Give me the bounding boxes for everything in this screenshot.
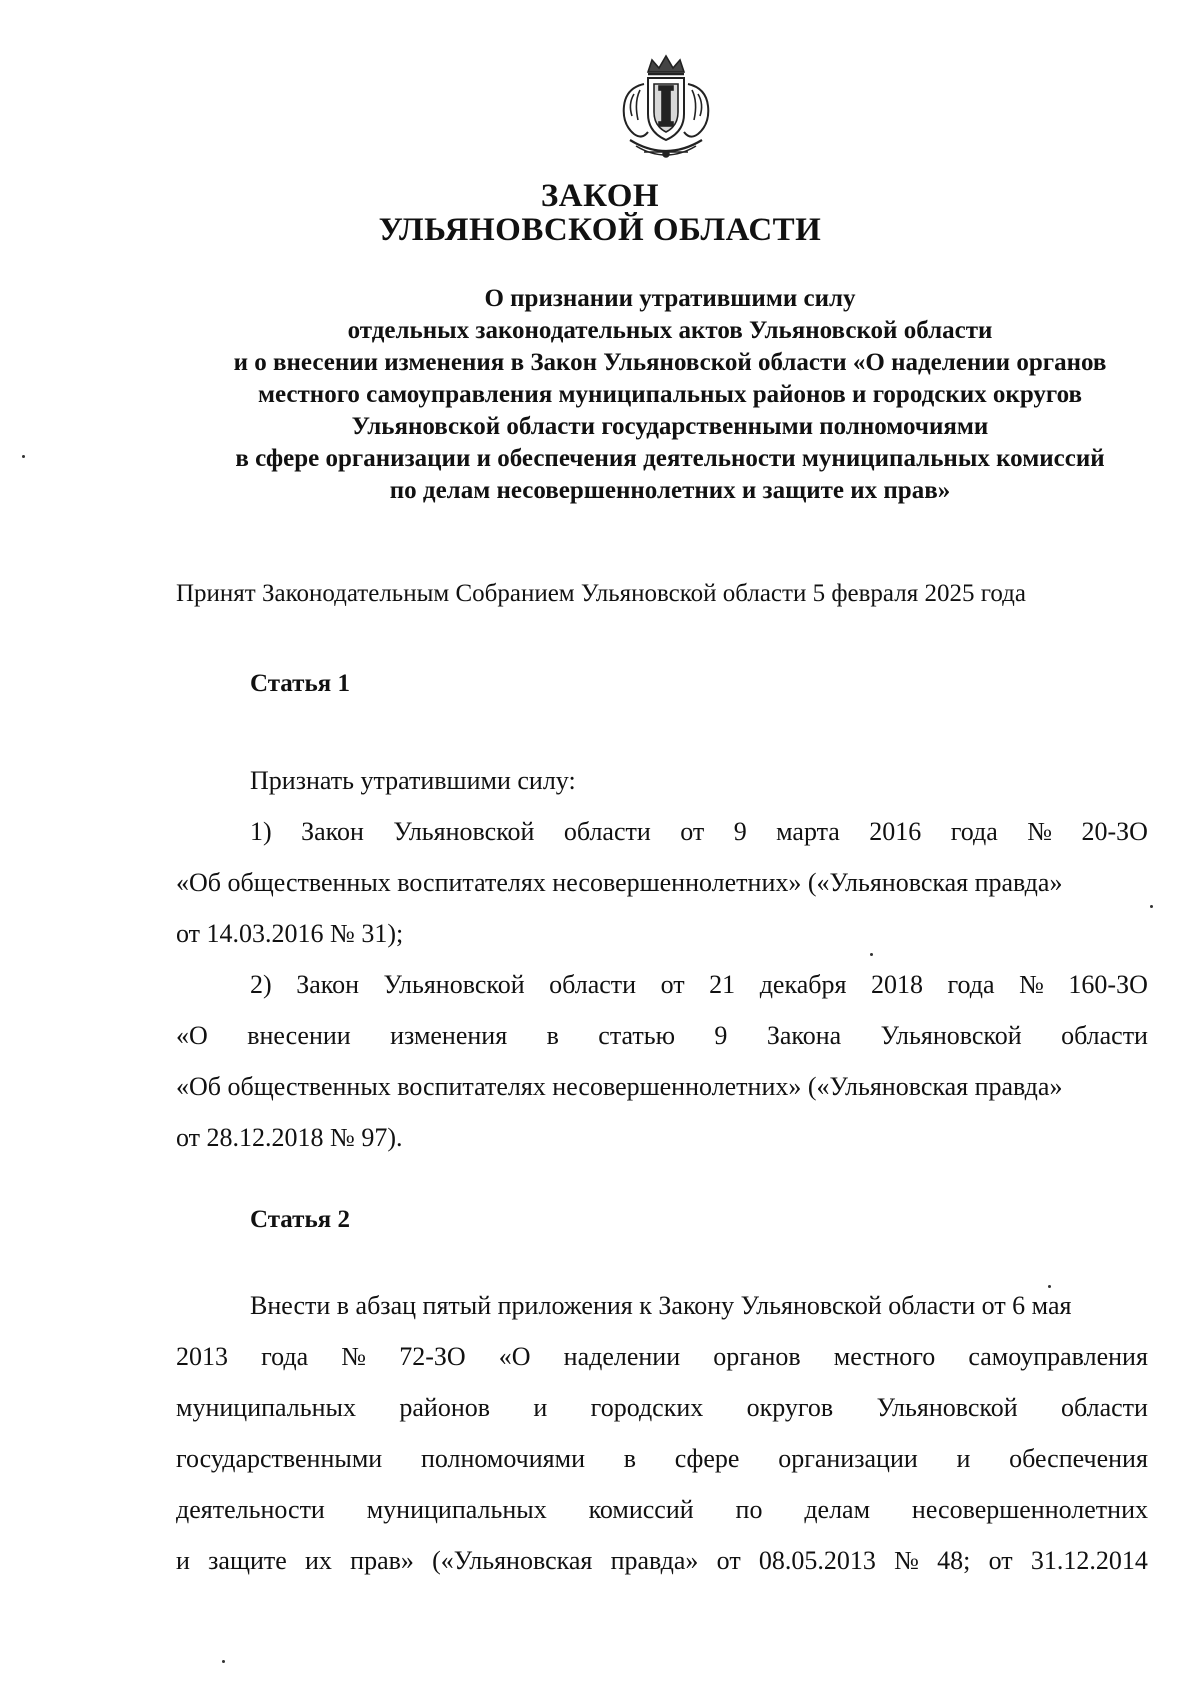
item-2-line: от 28.12.2018 № 97). <box>176 1123 403 1152</box>
word: Закон <box>296 970 359 999</box>
word: 160-ЗО <box>1068 970 1148 999</box>
word: защите <box>208 1546 287 1575</box>
word: Внести в абзац пятый приложения к Закону Ульяновской области от 6 мая <box>250 1291 1072 1320</box>
word: изменения <box>390 1021 508 1050</box>
word: организации <box>778 1444 918 1473</box>
word: Ульяновской <box>880 1021 1022 1050</box>
word: года <box>261 1342 309 1371</box>
word: статью <box>598 1021 676 1050</box>
item-2-line <box>176 959 1148 1010</box>
article-2-body <box>176 1280 1148 1586</box>
word: комиссий <box>588 1495 694 1524</box>
scan-speck <box>870 953 873 956</box>
word: 2018 <box>870 970 923 999</box>
word: Закон <box>301 817 364 846</box>
subject-line: местного самоуправления муниципальных районов и городских округов <box>257 381 1082 408</box>
scan-speck <box>1048 1285 1051 1288</box>
word: 1) <box>250 817 272 846</box>
word: их <box>305 1546 332 1575</box>
word: Закона <box>766 1021 842 1050</box>
word: деятельности <box>176 1495 325 1524</box>
word: местного <box>833 1342 936 1371</box>
word: в <box>546 1021 559 1050</box>
word: самоуправления <box>968 1342 1148 1371</box>
article-2-line <box>176 1382 1148 1433</box>
word: 08.05.2013 <box>758 1546 876 1575</box>
coat-of-arms-icon <box>604 54 728 166</box>
article-2-line <box>176 1433 1148 1484</box>
subject-line: и о внесении изменения в Закон Ульяновской области «О наделении органов <box>233 349 1107 376</box>
word: 31.12.2014 <box>1030 1546 1148 1575</box>
word: 2016 <box>869 817 922 846</box>
subject-line: отдельных законодательных актов Ульяновской области <box>347 317 993 344</box>
item-1-line: «Об общественных воспитателях несовершеннолетних» («Ульяновская правда» <box>176 868 1063 897</box>
article-2-heading: Статья 2 <box>250 1206 350 1233</box>
subject-line: по делам несовершеннолетних и защите их прав» <box>389 477 951 504</box>
law-title: ЗАКОН <box>540 178 660 214</box>
word: от <box>716 1546 741 1575</box>
law-subject <box>130 283 1200 507</box>
word: 2013 <box>176 1342 228 1371</box>
word: сфере <box>674 1444 740 1473</box>
word: правда» <box>610 1546 699 1575</box>
word: Ульяновской <box>393 817 535 846</box>
word: области <box>563 817 651 846</box>
word: № <box>1019 970 1044 999</box>
word: органов <box>713 1342 801 1371</box>
word: несовершеннолетних <box>911 1495 1148 1524</box>
word: муниципальных <box>176 1393 357 1422</box>
word: от <box>660 970 685 999</box>
word: 20-ЗО <box>1081 817 1148 846</box>
word: полномочиями <box>420 1444 585 1473</box>
word: Ульяновской <box>876 1393 1018 1422</box>
word: области <box>1061 1021 1148 1050</box>
word: 21 <box>709 970 736 999</box>
adoption-note: Принят Законодательным Собранием Ульяновской области 5 февраля 2025 года <box>176 580 1026 607</box>
item-2-line <box>176 1010 1148 1061</box>
word: 2) <box>250 970 272 999</box>
word: округов <box>746 1393 834 1422</box>
word: наделении <box>563 1342 681 1371</box>
word: области <box>549 970 637 999</box>
word: прав» <box>350 1546 414 1575</box>
word: Ульяновской <box>383 970 525 999</box>
article-1-intro: Признать утратившими силу: <box>250 766 576 795</box>
word: № <box>1027 817 1052 846</box>
word: «О <box>176 1021 208 1050</box>
subject-line: Ульяновской области государственными полномочиями <box>351 413 989 440</box>
article-2-line <box>176 1484 1148 1535</box>
word: и <box>956 1444 971 1473</box>
word: года <box>947 970 995 999</box>
word: («Ульяновская <box>432 1546 593 1575</box>
word: 72-ЗО <box>399 1342 466 1371</box>
item-1-line: от 14.03.2016 № 31); <box>176 919 404 948</box>
word: года <box>950 817 998 846</box>
scan-speck <box>1150 905 1153 908</box>
word: декабря <box>759 970 847 999</box>
word: в <box>623 1444 636 1473</box>
item-2-line: «Об общественных воспитателях несовершеннолетних» («Ульяновская правда» <box>176 1072 1063 1101</box>
word: от <box>988 1546 1013 1575</box>
law-region: УЛЬЯНОВСКОЙ ОБЛАСТИ <box>378 212 822 248</box>
scan-speck <box>22 455 25 458</box>
subject-line: в сфере организации и обеспечения деятельности муниципальных комиссий <box>235 445 1105 472</box>
word: марта <box>776 817 840 846</box>
word: внесении <box>247 1021 351 1050</box>
word: районов <box>399 1393 491 1422</box>
word: № <box>894 1546 919 1575</box>
word: обеспечения <box>1009 1444 1148 1473</box>
article-1-heading: Статья 1 <box>250 670 350 697</box>
word: городских <box>590 1393 704 1422</box>
scan-speck <box>222 1660 225 1663</box>
word: № <box>341 1342 367 1371</box>
word: государственными <box>176 1444 383 1473</box>
article-2-line <box>176 1535 1148 1586</box>
word: по <box>735 1495 763 1524</box>
word: области <box>1061 1393 1148 1422</box>
subject-line: О признании утратившими силу <box>484 285 856 312</box>
item-1-line <box>176 806 1148 857</box>
word: 9 <box>714 1021 728 1050</box>
word: и <box>176 1546 190 1575</box>
article-2-line <box>176 1280 1148 1331</box>
word: 48; <box>937 1546 971 1575</box>
article-1-body <box>176 755 1148 1163</box>
word: и <box>533 1393 548 1422</box>
word: 9 <box>733 817 747 846</box>
word: «О <box>498 1342 531 1371</box>
word: муниципальных <box>366 1495 547 1524</box>
word: делам <box>804 1495 871 1524</box>
word: от <box>680 817 705 846</box>
article-2-line <box>176 1331 1148 1382</box>
